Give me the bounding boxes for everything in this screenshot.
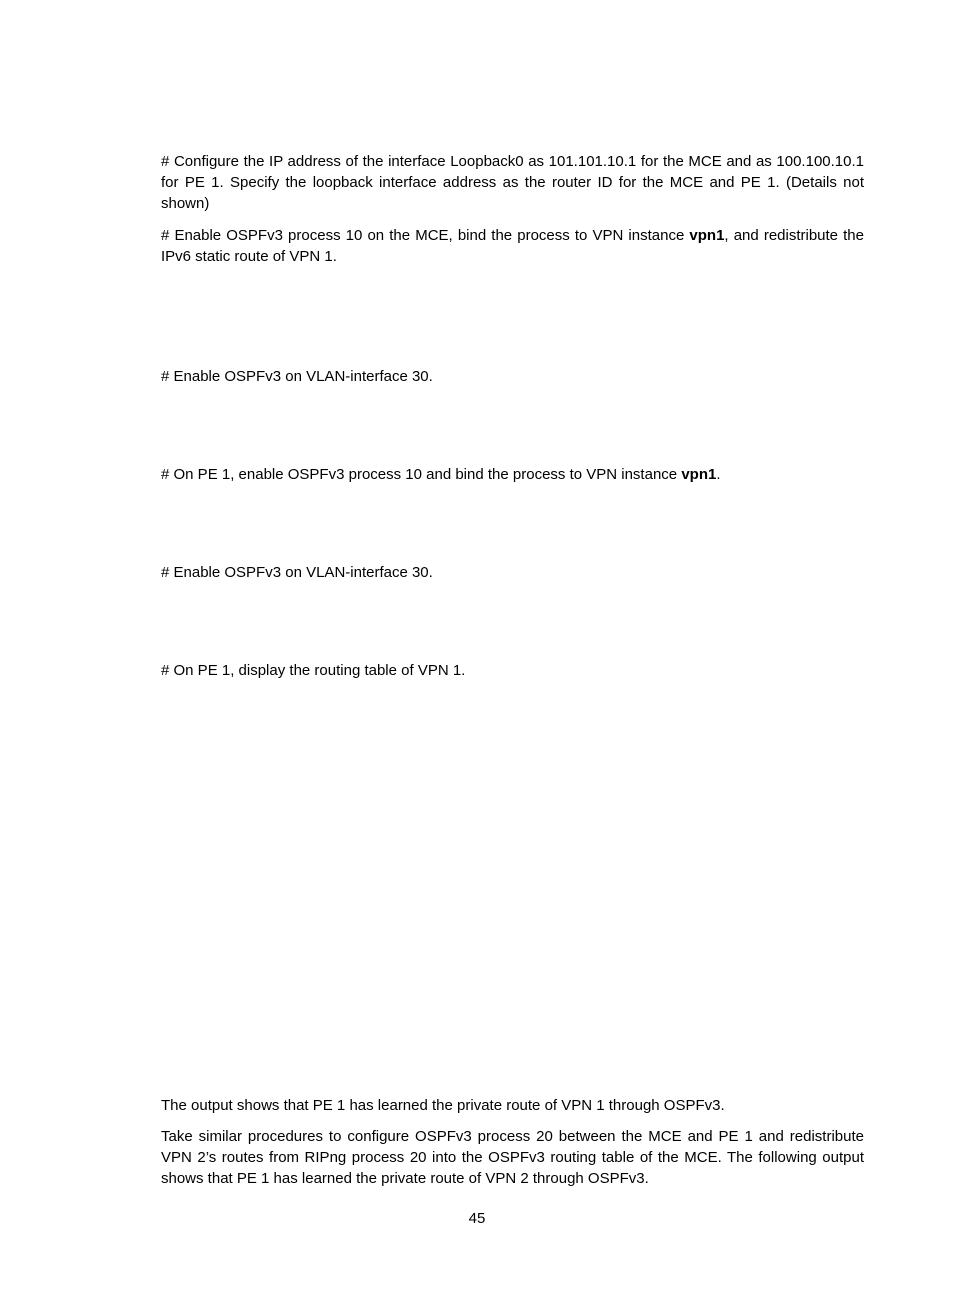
paragraph-enable-ospfv3-pe1: # On PE 1, enable OSPFv3 process 10 and bind the process to VPN instance vpn1. <box>161 466 721 483</box>
paragraph-display-routing-table: # On PE 1, display the routing table of VPN 1. <box>161 662 466 679</box>
paragraph-enable-ospfv3-vlan-pe1: # Enable OSPFv3 on VLAN-interface 30. <box>161 564 433 581</box>
paragraph-enable-ospfv3-vlan-mce: # Enable OSPFv3 on VLAN-interface 30. <box>161 368 433 385</box>
vpn-instance-name: vpn1 <box>689 227 725 244</box>
paragraph-output-vpn1: The output shows that PE 1 has learned the private route of VPN 1 through OSPFv3. <box>161 1097 725 1114</box>
vpn-instance-name: vpn1 <box>681 466 717 483</box>
paragraph-enable-ospfv3-mce: # Enable OSPFv3 process 10 on the MCE, bind the process to VPN instance vpn1, and redistribute the IPv6 static route of VPN 1. <box>161 227 864 265</box>
paragraph-similar-procedures: Take similar procedures to configure OSPFv3 process 20 between the MCE and PE 1 and redistribute VPN 2’s routes from RIPng process 20 into the OSPFv3 routing table of the MCE. The following output shows that PE 1 has learned the private route of VPN 2 through OSPFv3. <box>161 1128 864 1187</box>
page-number: 45 <box>468 1210 486 1227</box>
paragraph-configure-loopback: # Configure the IP address of the interface Loopback0 as 101.101.10.1 for the MCE and as 100.100.10.1 for PE 1. Specify the loopback interface address as the router ID for the MCE and PE 1. (Details not shown) <box>161 153 864 212</box>
